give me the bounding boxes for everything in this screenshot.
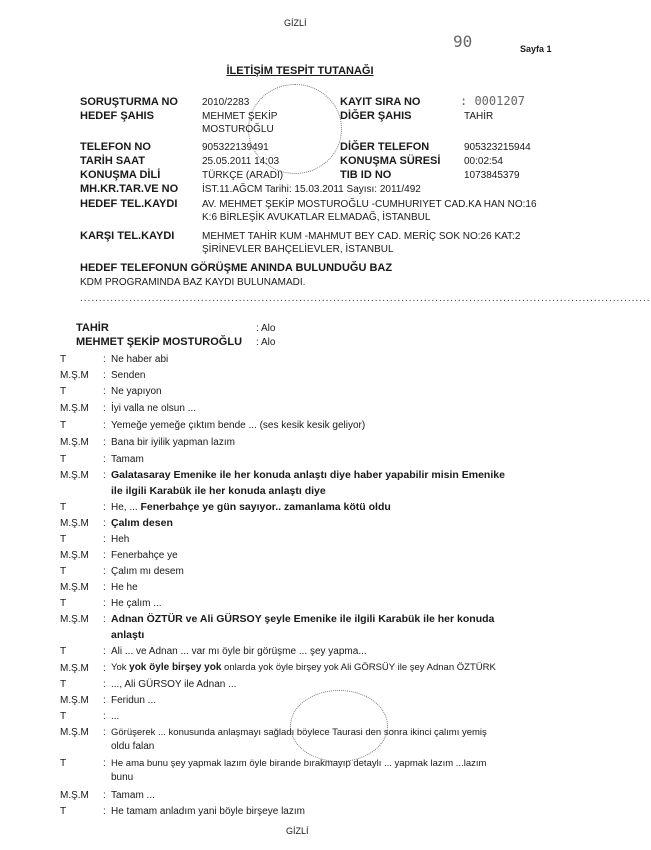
- speaker1-text: : Alo: [256, 323, 276, 334]
- tarih-saat-value: 25.05.2011 14:03: [202, 156, 280, 167]
- line-text: Çalım mı desem: [111, 566, 184, 577]
- line-code: T: [60, 598, 67, 609]
- line-code: M.Ş.M: [60, 550, 89, 561]
- hedef-sahis-value-1: MEHMET ŞEKİP: [202, 111, 278, 122]
- line-code: M.Ş.M: [60, 614, 89, 625]
- line-text: He tamam anladım yani böyle birşeye lazım: [111, 806, 305, 817]
- classification-top: GİZLİ: [284, 18, 307, 28]
- line-code: M.Ş.M: [60, 663, 89, 674]
- line-code: M.Ş.M: [60, 790, 89, 801]
- sorusturma-no-value: 2010/2283: [202, 97, 250, 108]
- konusma-dili-label: KONUŞMA DİLİ: [80, 169, 161, 181]
- line-code: T: [60, 758, 67, 769]
- line-code: T: [60, 711, 67, 722]
- line-text: Yok yok öyle birşey yok onlarda yok öyle birşey yok Ali GÖRSÜY ile şey Adnan ÖZTÜRK: [111, 662, 496, 673]
- sorusturma-no-label: SORUŞTURMA NO: [80, 96, 178, 108]
- tarih-saat-label: TARİH SAAT: [80, 155, 145, 167]
- line-text: Tamam: [111, 454, 144, 465]
- line-text-cont: oldu falan: [111, 741, 155, 752]
- line-code: T: [60, 646, 67, 657]
- line-text: İyi valla ne olsun ...: [111, 403, 197, 414]
- line-text: Heh: [111, 534, 130, 545]
- telefon-no-value: 905322139491: [202, 142, 269, 153]
- line-code: M.Ş.M: [60, 582, 89, 593]
- seal-stamp-bottom: [290, 690, 388, 762]
- line-text: ..., Ali GÜRSOY ile Adnan ...: [111, 679, 237, 690]
- mh-kr-label: MH.KR.TAR.VE NO: [80, 183, 179, 195]
- karsi-tel-kaydi-value-2: ŞİRİNEVLER BAHÇELİEVLER, İSTANBUL: [202, 244, 394, 255]
- konusma-suresi-value: 00:02:54: [464, 156, 503, 167]
- line-code: T: [60, 534, 67, 545]
- line-text-cont: bunu: [111, 772, 134, 783]
- line-code: M.Ş.M: [60, 370, 89, 381]
- line-code: T: [60, 386, 67, 397]
- line-text: Fenerbahçe ye: [111, 550, 178, 561]
- diger-sahis-label: DİĞER ŞAHIS: [340, 110, 412, 122]
- handwritten-number: 90: [453, 32, 473, 51]
- karsi-tel-kaydi-value-1: MEHMET TAHİR KUM -MAHMUT BEY CAD. MERİÇ SOK NO:26 KAT:2: [202, 231, 521, 242]
- page-number: Sayfa 1: [520, 44, 552, 54]
- konusma-dili-value: TÜRKÇE (ARADI): [202, 170, 284, 181]
- line-text: He ama bunu şey yapmak lazım öyle birande bırakmayıp detaylı ... yapmak lazım ...lazım: [111, 758, 487, 769]
- tib-id-value: 1073845379: [464, 170, 520, 181]
- line-code: T: [60, 354, 67, 365]
- line-text: He he: [111, 582, 138, 593]
- line-code: M.Ş.M: [60, 695, 89, 706]
- line-text: Galatasaray Emenike ile her konuda anlaştı diye haber yapabilir misin Emenike: [111, 469, 505, 481]
- line-code: M.Ş.M: [60, 437, 89, 448]
- diger-sahis-value: TAHİR: [464, 111, 494, 122]
- baz-heading: HEDEF TELEFONUN GÖRÜŞME ANINDA BULUNDUĞU BAZ: [80, 262, 393, 274]
- line-code: T: [60, 502, 67, 513]
- baz-value: KDM PROGRAMINDA BAZ KAYDI BULUNAMADI.: [80, 277, 306, 288]
- line-text: Tamam ...: [111, 790, 155, 801]
- speaker1-name: TAHİR: [76, 322, 109, 334]
- line-text-cont: anlaştı: [111, 629, 145, 641]
- line-code: T: [60, 679, 67, 690]
- line-text: Çalım desen: [111, 517, 173, 529]
- line-text: He, ... Fenerbahçe ye gün sayıyor.. zamanlama kötü oldu: [111, 501, 391, 513]
- line-code: M.Ş.M: [60, 518, 89, 529]
- line-text: Ne haber abi: [111, 354, 169, 365]
- dotted-rule: .......................................................................................................................................................: [80, 293, 651, 304]
- kayit-sira-no-label: KAYIT SIRA NO: [340, 96, 421, 108]
- line-text: Yemeğe yemeğe çıktım bende ... (ses kesik kesik geliyor): [111, 420, 366, 431]
- hedef-sahis-label: HEDEF ŞAHIS: [80, 110, 154, 122]
- hedef-tel-kaydi-value-2: K:6 BİRLEŞİK AVUKATLAR ELMADAĞ, İSTANBUL: [202, 212, 431, 223]
- line-text: ...: [111, 711, 120, 722]
- line-code: T: [60, 566, 67, 577]
- karsi-tel-kaydi-label: KARŞI TEL.KAYDI: [80, 230, 175, 242]
- diger-telefon-value: 905323215944: [464, 142, 531, 153]
- line-code: M.Ş.M: [60, 470, 89, 481]
- tib-id-label: TIB ID NO: [340, 169, 392, 181]
- line-text: He çalım ...: [111, 598, 162, 609]
- telefon-no-label: TELEFON NO: [80, 141, 151, 153]
- line-text: Görüşerek ... konusunda anlaşmayı sağladı böylece Taurasi den sonra ikinci çalımı yemiş: [111, 727, 487, 738]
- hedef-tel-kaydi-value-1: AV. MEHMET ŞEKİP MOSTUROĞLU -CUMHURIYET CAD.KA HAN NO:16: [202, 199, 537, 210]
- speaker2-name: MEHMET ŞEKİP MOSTUROĞLU: [76, 336, 243, 348]
- hedef-sahis-value-2: MOSTUROĞLU: [202, 124, 274, 135]
- line-code: M.Ş.M: [60, 403, 89, 414]
- diger-telefon-label: DİĞER TELEFON: [340, 141, 430, 153]
- line-code: T: [60, 806, 67, 817]
- hedef-tel-kaydi-label: HEDEF TEL.KAYDI: [80, 198, 178, 210]
- classification-bottom: GİZLİ: [286, 826, 309, 836]
- line-text-cont: ile ilgili Karabük ile her konuda anlaştı diye: [111, 485, 326, 497]
- line-text: Senden: [111, 370, 146, 381]
- konusma-suresi-label: KONUŞMA SÜRESİ: [340, 155, 441, 167]
- document-title: İLETİŞİM TESPİT TUTANAĞI: [226, 65, 374, 77]
- mh-kr-value: İST.11.AĞCM Tarihi: 15.03.2011 Sayısı: 2011/492: [202, 184, 421, 195]
- line-text: Ali ... ve Adnan ... var mı öyle bir görüşme ... şey yapma...: [111, 646, 367, 657]
- line-code: M.Ş.M: [60, 727, 89, 738]
- line-text: Ne yapıyon: [111, 386, 162, 397]
- line-text: Adnan ÖZTÜR ve Ali GÜRSOY şeyle Emenike ile ilgili Karabük ile her konuda: [111, 613, 495, 625]
- speaker2-text: : Alo: [256, 337, 276, 348]
- line-code: T: [60, 420, 67, 431]
- kayit-sira-no-value: : 0001207: [460, 94, 526, 108]
- line-text: Bana bir iyilik yapman lazım: [111, 437, 235, 448]
- line-code: T: [60, 454, 67, 465]
- line-text: Feridun ...: [111, 695, 157, 706]
